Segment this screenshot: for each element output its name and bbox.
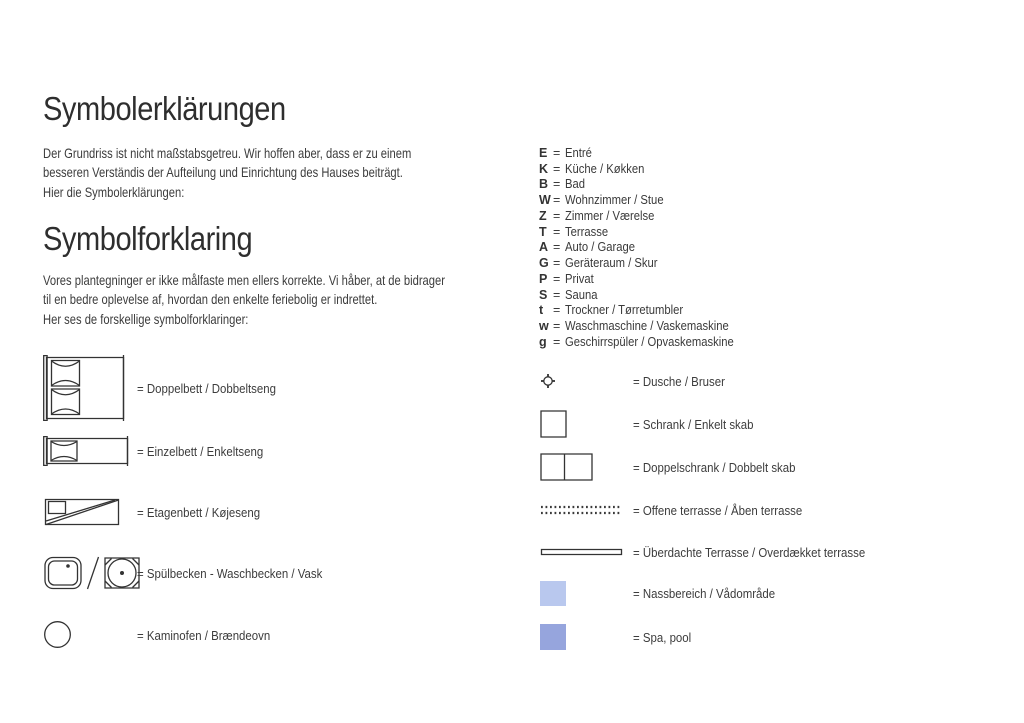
symbol-label: = Überdachte Terrasse / Overdækket terrasse [633, 544, 866, 560]
bunk-bed-icon [43, 497, 137, 527]
symbol-row-spa-pool [540, 624, 699, 650]
symbol-row-double-bed [43, 355, 295, 421]
legend-row [539, 303, 753, 319]
single-bed-icon [43, 436, 137, 466]
legend-row [539, 318, 753, 334]
equals-sign: = [553, 208, 561, 223]
symbol-row-shower [540, 373, 737, 389]
legend-letter: E [539, 145, 548, 160]
legend-letter: Z [539, 208, 547, 223]
symbol-label: = Einzelbett / Enkeltseng [137, 443, 264, 459]
symbol-label: = Spa, pool [633, 629, 692, 645]
german-section-title: Symbolerklärungen [43, 90, 286, 127]
legend-letter: S [539, 287, 548, 302]
symbol-row-double-cabinet [540, 453, 818, 481]
legend-label: Entré [565, 145, 592, 160]
legend-row [539, 255, 753, 271]
danish-intro-paragraph [43, 271, 445, 329]
legend-row [539, 208, 753, 224]
equals-sign: = [553, 193, 561, 208]
symbol-label: = Dusche / Bruser [633, 373, 725, 389]
legend-label: Waschmaschine / Vaskemaskine [565, 319, 729, 334]
open-terrace-icon [540, 504, 633, 516]
legend-label: Wohnzimmer / Stue [565, 193, 664, 208]
double-bed-icon [43, 355, 137, 421]
symbol-row-single-bed [43, 436, 280, 466]
spa-pool-icon-wrap [540, 624, 633, 650]
covered-terrace-icon [540, 547, 633, 557]
legend-label: Küche / Køkken [565, 161, 645, 176]
equals-sign: = [553, 287, 561, 302]
legend-label: Auto / Garage [565, 240, 636, 255]
legend-row [539, 161, 753, 177]
legend-row [539, 334, 753, 350]
equals-sign: = [553, 177, 561, 192]
legend-letter: P [539, 271, 548, 286]
letter-legend [539, 145, 753, 350]
legend-letter: g [539, 334, 547, 349]
equals-sign: = [553, 256, 561, 271]
symbol-label: = Spülbecken - Waschbecken / Vask [137, 565, 323, 581]
shower-icon [540, 373, 633, 389]
legend-row [539, 271, 753, 287]
danish-intro-line: til en bedre oplevelse af, hvordan den enkelte feriebolig er indrettet. [43, 291, 378, 308]
symbol-label: = Kaminofen / Brændeovn [137, 627, 271, 643]
symbol-row-wet-area [540, 581, 795, 606]
legend-letter: T [539, 224, 547, 239]
equals-sign: = [553, 161, 561, 176]
sink-icons [43, 555, 137, 591]
round-sink-icon [103, 555, 141, 591]
legend-letter: A [539, 240, 549, 255]
legend-label: Geschirrspüler / Opvaskemaskine [565, 334, 734, 349]
equals-sign: = [553, 145, 561, 160]
symbol-row-open-terrace [540, 504, 825, 516]
slash-separator [86, 555, 100, 591]
legend-letter: t [539, 303, 544, 318]
legend-label: Bad [565, 177, 586, 192]
symbol-label: = Doppelbett / Dobbeltseng [137, 380, 276, 396]
legend-label: Sauna [565, 287, 598, 302]
legend-row [539, 240, 753, 256]
symbol-label: = Doppelschrank / Dobbelt skab [633, 459, 796, 475]
symbol-row-single-cabinet [540, 410, 770, 438]
rounded-sink-icon [43, 555, 83, 591]
legend-letter: W [539, 193, 551, 208]
symbol-label: = Etagenbett / Køjeseng [137, 504, 261, 520]
equals-sign: = [553, 240, 561, 255]
legend-label: Trockner / Tørretumbler [565, 303, 684, 318]
legend-label: Geräteraum / Skur [565, 256, 658, 271]
spa-pool-swatch [540, 624, 566, 650]
legend-letter: K [539, 161, 549, 176]
legend-row [539, 192, 753, 208]
legend-row [539, 177, 753, 193]
german-intro-paragraph [43, 144, 411, 202]
symbol-label: = Nassbereich / Vådområde [633, 586, 776, 601]
legend-letter: B [539, 177, 549, 192]
german-intro-line: Der Grundriss ist nicht maßstabsgetreu. Wir hoffen aber, dass er zu einem [43, 145, 412, 161]
single-cabinet-icon [540, 410, 633, 438]
legend-row [539, 145, 753, 161]
wet-area-swatch [540, 581, 566, 606]
equals-sign: = [553, 303, 561, 318]
wet-area-icon-wrap [540, 581, 633, 606]
legend-label: Zimmer / Værelse [565, 208, 655, 223]
legend-letter: w [539, 319, 549, 334]
equals-sign: = [553, 224, 561, 239]
legend-label: Terrasse [565, 224, 609, 239]
symbol-label: = Schrank / Enkelt skab [633, 416, 754, 432]
symbol-row-covered-terrace [540, 544, 897, 560]
danish-section-title: Symbolforklaring [43, 220, 253, 257]
legend-row [539, 224, 753, 240]
symbol-row-bunk-bed [43, 497, 277, 527]
legend-label: Privat [565, 271, 594, 286]
german-intro-line: Hier die Symbolerklärungen: [43, 183, 185, 200]
danish-intro-line: Vores plantegninger er ikke målfaste men ellers korrekte. Vi håber, at de bidrager [43, 272, 445, 288]
symbol-row-sink [43, 554, 348, 592]
double-cabinet-icon [540, 453, 633, 481]
wood-stove-icon [43, 620, 137, 650]
legend-row [539, 287, 753, 303]
symbol-label: = Offene terrasse / Åben terrasse [633, 502, 803, 518]
equals-sign: = [553, 271, 561, 286]
german-intro-line: besseren Verständis der Aufteilung und Einrichtung des Hauses beiträgt. [43, 164, 403, 181]
legend-letter: G [539, 256, 549, 271]
symbol-row-wood-stove [43, 620, 288, 650]
equals-sign: = [553, 319, 561, 334]
danish-intro-line: Her ses de forskellige symbolforklaringer: [43, 310, 249, 327]
equals-sign: = [553, 334, 561, 349]
